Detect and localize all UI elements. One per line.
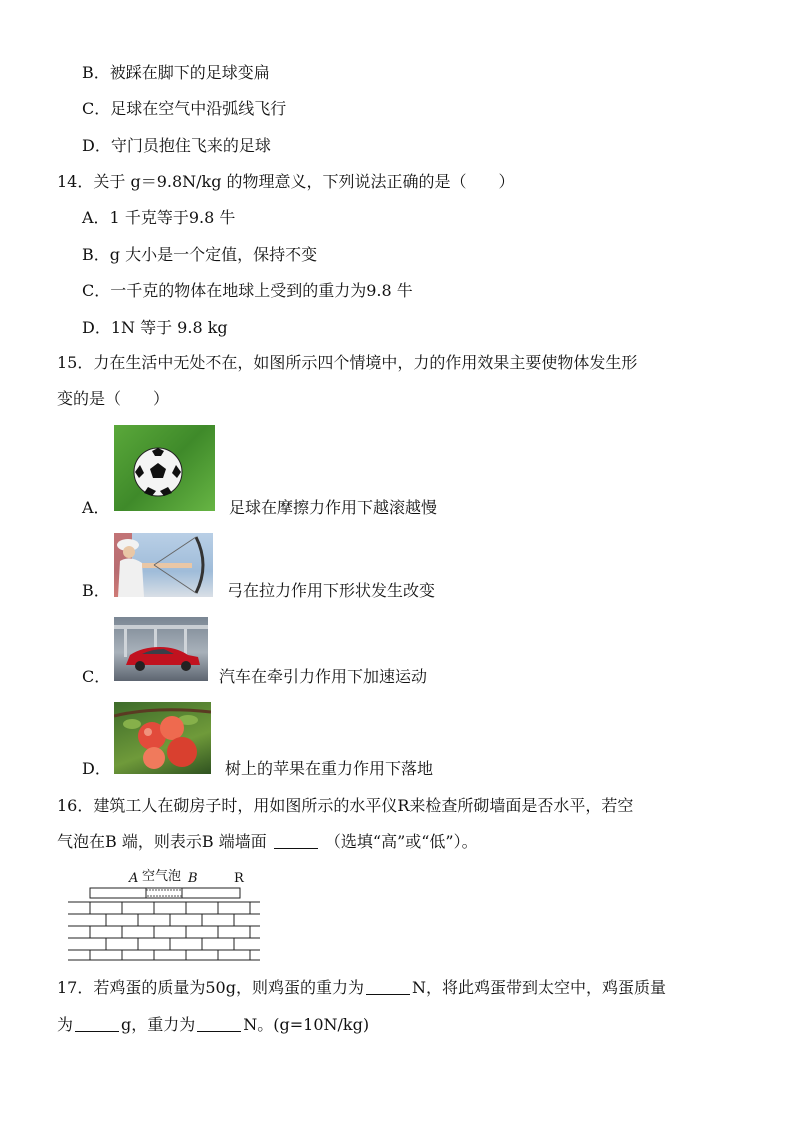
q15-option-d-letter: D． [82, 759, 111, 778]
q15-option-b-letter: B． [82, 581, 110, 600]
q14-option-a: A．1 千克等于9.8 牛 [82, 208, 236, 227]
spirit-level-figure [60, 870, 270, 962]
q17-line1 [57, 977, 666, 999]
q17-mass-blank[interactable] [75, 1015, 119, 1032]
q15-option-c-letter: C． [82, 667, 111, 686]
q15-stem-line2: 变的是（ ） [57, 389, 170, 408]
q17-line2 [57, 1014, 369, 1036]
q13-option-b: B．被踩在脚下的足球变扁 [82, 63, 270, 82]
apples-image [114, 702, 211, 774]
q14-option-b: B．g 大小是一个定值，保持不变 [82, 245, 318, 264]
level-label-r: R [234, 871, 244, 886]
q17-line2-b: g，重力为 [121, 1015, 196, 1034]
q17-line2-c: N。(g=10N/kg) [243, 1015, 370, 1034]
red-car-image [114, 617, 208, 681]
level-label-bubble: 空气泡 [142, 869, 182, 884]
q15-option-a-text: 足球在摩擦力作用下越滚越慢 [229, 498, 438, 517]
q16-stem-line2-a: 气泡在B 端，则表示B 端墙面 [57, 832, 267, 851]
q15-option-c-text: 汽车在牵引力作用下加速运动 [219, 667, 428, 686]
level-label-a: A [129, 871, 139, 886]
q17-space-weight-blank[interactable] [197, 1015, 241, 1032]
q16-answer-blank[interactable] [274, 832, 318, 849]
q15-option-b-text: 弓在拉力作用下形状发生改变 [227, 581, 436, 600]
q17-line1-a: 17．若鸡蛋的质量为50g，则鸡蛋的重力为 [57, 978, 364, 997]
q14-option-c: C．一千克的物体在地球上受到的重力为9.8 牛 [82, 281, 413, 300]
q14-stem: 14．关于 g＝9.8N/kg 的物理意义，下列说法正确的是（ ） [57, 172, 515, 191]
q16-stem-line1: 16．建筑工人在砌房子时，用如图所示的水平仪R来检查所砌墙面是否水平，若空 [57, 796, 634, 815]
q17-line2-a: 为 [57, 1015, 74, 1034]
level-label-b: B [188, 871, 198, 886]
q15-option-d-text: 树上的苹果在重力作用下落地 [225, 759, 434, 778]
q13-option-c: C．足球在空气中沿弧线飞行 [82, 99, 287, 118]
q16-stem-line2 [57, 831, 478, 853]
q17-line1-b: N，将此鸡蛋带到太空中，鸡蛋质量 [411, 978, 666, 997]
q16-stem-line2-b: （选填“高”或“低”）。 [324, 832, 478, 851]
q17-weight-blank[interactable] [366, 978, 410, 995]
q15-option-a-letter: A． [82, 498, 110, 517]
q13-option-d: D．守门员抱住飞来的足球 [82, 136, 271, 155]
soccer-ball-image [114, 425, 215, 511]
archer-image [114, 533, 213, 597]
q14-option-d: D．1N 等于 9.8 kg [82, 318, 228, 337]
q15-stem-line1: 15．力在生活中无处不在，如图所示四个情境中，力的作用效果主要使物体发生形 [57, 353, 638, 372]
